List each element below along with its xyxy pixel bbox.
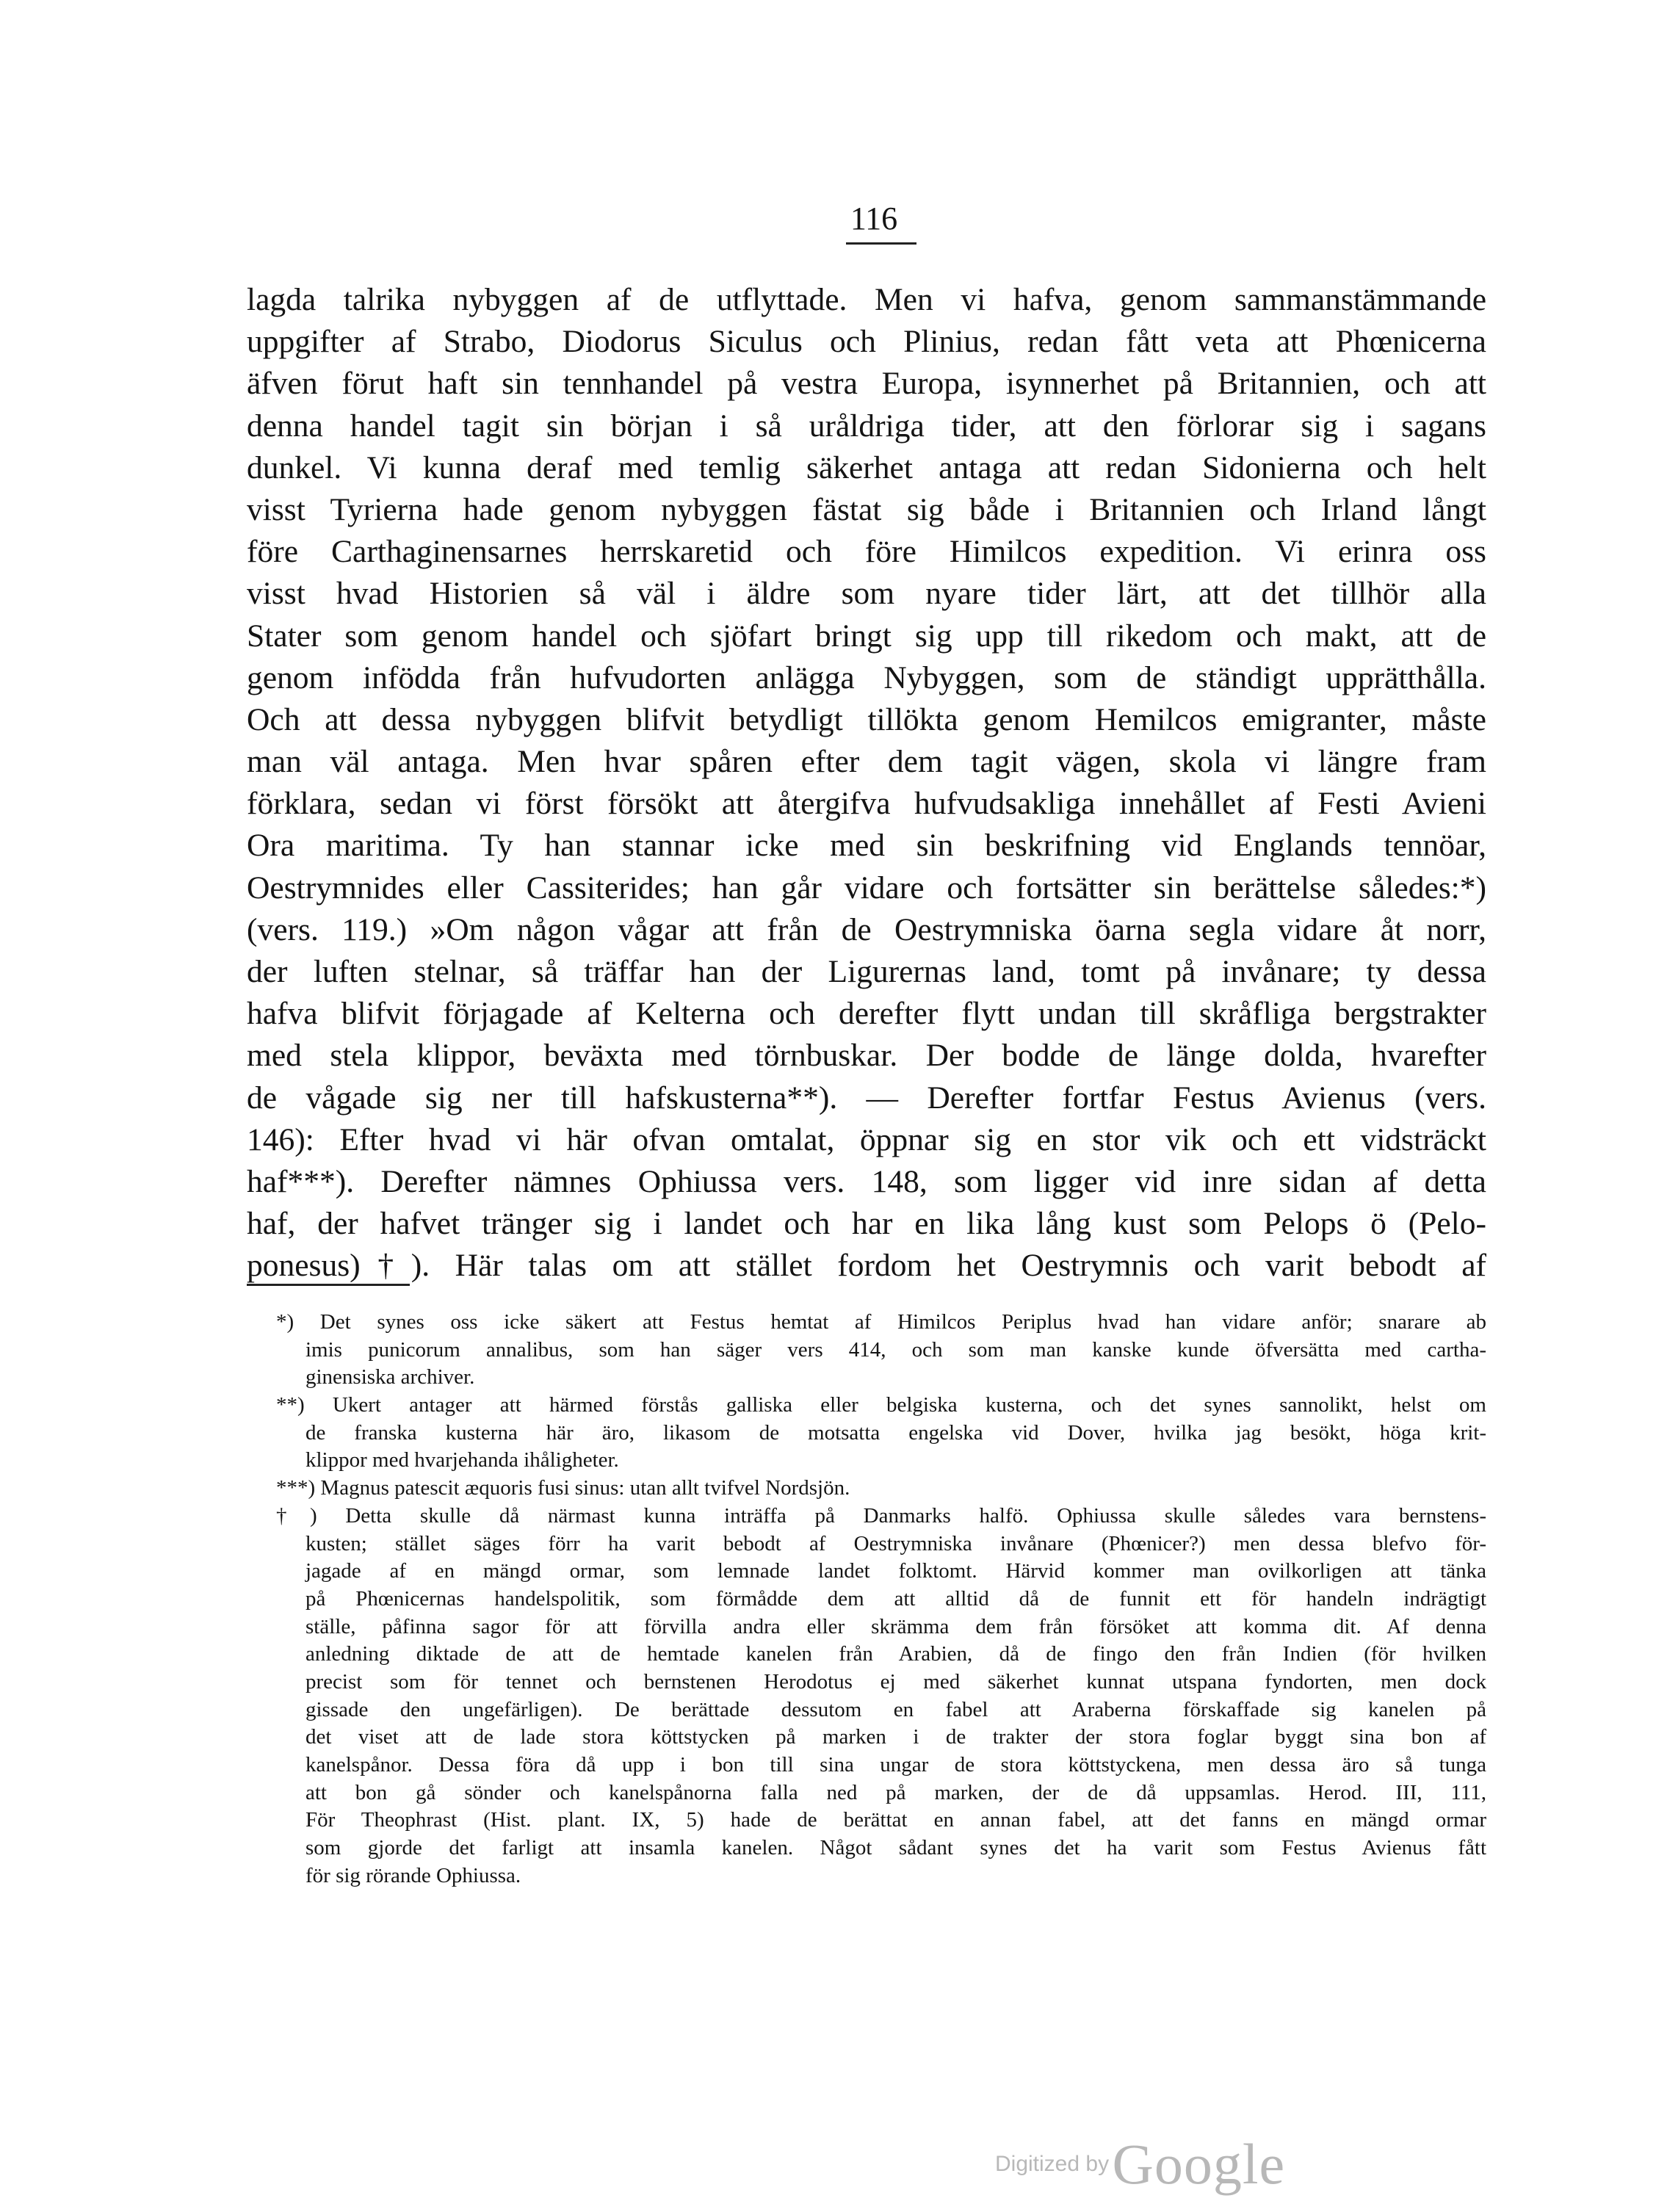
text-line: haf, der hafvet tränger sig i landet och har en lika lång kust som Pelops ö (Pelo- (247, 1206, 1486, 1242)
footnote-line: anledning diktade de att de hemtade kanelen från Arabien, då de fingo den från Indien (för hvilken (305, 1642, 1486, 1666)
text-line: ponesus)†). Här talas om att stället fordom het Oestrymnis och varit bebodt af (247, 1248, 1486, 1284)
text-line: de vågade sig ner till hafskusterna**). — Derefter fortfar Festus Avienus (vers. (247, 1080, 1486, 1116)
text-line: Ora maritima. Ty han stannar icke med sin beskrifning vid Englands tennöar, (247, 828, 1486, 864)
text-line: genom infödda från hufvudorten anlägga Nybyggen, som de ständigt upprätthålla. (247, 659, 1486, 695)
digitized-watermark (995, 2131, 1285, 2197)
footnote-line: de franska kusterna här äro, likasom de motsatta engelska vid Dover, hvilka jag besökt, höga krit- (305, 1420, 1486, 1445)
watermark-prefix: Digitized by (995, 2152, 1110, 2176)
footnote-line: jagade af en mängd ormar, som lemnade landet folktomt. Härvid kommer man ovilkorligen att tänka (305, 1559, 1486, 1583)
footnote-line: för sig rörande Ophiussa. (305, 1863, 521, 1887)
text-line: der luften stelnar, så träffar han der Ligurernas land, tomt på invånare; ty dessa (247, 954, 1486, 989)
text-line: Stater som genom handel och sjöfart bringt sig upp till rikedom och makt, att de (247, 618, 1486, 654)
page-number-rule (846, 242, 916, 245)
text-line: lagda talrika nybyggen af de utflyttade. Men vi hafva, genom sammanstämmande (247, 282, 1486, 317)
footnote-line: det viset att de lade stora köttstycken på marken i de trakter der stora foglar byggt sina bon af (305, 1725, 1486, 1749)
text-line: denna handel tagit sin början i så uråldriga tider, att den förlorar sig i sagans (247, 408, 1486, 444)
footnotes (247, 1309, 1486, 1890)
footnote-line: precist som för tennet och bernstenen Herodotus ej med säkerhet kunnat utspana fyndorten, men dock (305, 1669, 1486, 1694)
text-line: hafva blifvit förjagade af Kelterna och derefter flytt undan till skråfliga bergstrakter (247, 996, 1486, 1032)
text-line: förklara, sedan vi först försökt att återgifva hufvudsakliga innehållet af Festi Avieni (247, 786, 1486, 822)
text-line: haf***). Derefter nämnes Ophiussa vers. 148, som ligger vid inre sidan af detta (247, 1163, 1486, 1199)
footnote-line: imis punicorum annalibus, som han säger vers 414, och som man kanske kunde öfversätta med cartha- (305, 1337, 1486, 1362)
footnote-rule (247, 1284, 410, 1286)
footnote-line: För Theophrast (Hist. plant. IX, 5) hade de berättat en annan fabel, att det fanns en mängd ormar (305, 1808, 1486, 1832)
text-line: (vers. 119.) »Om någon vågar att från de Oestrymniska öarna segla vidare åt norr, (247, 911, 1486, 947)
footnote-line: kanelspånor. Dessa föra då upp i bon till sina ungar de stora köttstyckena, men dessa äro så tunga (305, 1753, 1486, 1777)
footnote-line: **) Ukert antager att härmed förstås galliska eller belgiska kusterna, och det synes sannolikt, helst om (276, 1393, 1486, 1417)
text-line: visst Tyrierna hade genom nybyggen fästat sig både i Britannien och Irland långt (247, 491, 1486, 527)
footnote-line: gissade den ungefärligen). De berättade dessutom en fabel att Araberna förskaffade sig kanelen på (305, 1697, 1486, 1721)
page-number: 116 (850, 200, 898, 236)
footnote-line: ***) Magnus patescit æquoris fusi sinus: utan allt tvifvel Nordsjön. (276, 1476, 850, 1500)
footnote-line: *) Det synes oss icke säkert att Festus hemtat af Himilcos Periplus hvad han vidare anför; snarare ab (276, 1310, 1486, 1334)
footnote-line: ställe, påfinna sagor för att förvilla andra eller skrämma dem från försöket att komma dit. Af denna (305, 1614, 1486, 1638)
text-line: visst hvad Historien så väl i äldre som nyare tider lärt, att det tillhör alla (247, 576, 1486, 612)
text-line: Oestrymnides eller Cassiterides; han går vidare och fortsätter sin berättelse således:*) (247, 870, 1486, 906)
text-line: med stela klippor, beväxta med törnbuskar. Der bodde de länge dolda, hvarefter (247, 1038, 1486, 1074)
footnote-line: †) Detta skulle då närmast kunna inträffa på Danmarks halfö. Ophiussa skulle således vara bernstens- (276, 1503, 1486, 1528)
text-line: äfven förut haft sin tennhandel på vestra Europa, isynnerhet på Britannien, och att (247, 366, 1486, 402)
footnote-line: att bon gå sönder och kanelspånorna falla ned på marken, der de då uppsamlas. Herod. III, 111, (305, 1780, 1486, 1804)
footnote-line: som gjorde det farligt att insamla kanelen. Något sådant synes det ha varit som Festus Avienus fått (305, 1836, 1486, 1860)
text-line: 146): Efter hvad vi här ofvan omtalat, öppnar sig en stor vik och ett vidsträckt (247, 1121, 1486, 1157)
footnote-line: klippor med hvarjehanda ihåligheter. (305, 1448, 619, 1472)
text-line: uppgifter af Strabo, Diodorus Siculus och Plinius, redan fått veta att Phœnicerna (247, 324, 1486, 360)
main-text (247, 279, 1486, 1287)
footnote-line: på Phœnicernas handelspolitik, som förmådde dem att alltid då de funnit ett för handeln indrägtigt (305, 1586, 1486, 1611)
footnote-line: kusten; stället säges förr ha varit bebodt af Oestrymniska invånare (Phœnicer?) men dessa blefvo för- (305, 1531, 1486, 1555)
text-line: före Carthaginensarnes herrskaretid och före Himilcos expedition. Vi erinra oss (247, 534, 1486, 570)
text-line: Och att dessa nybyggen blifvit betydligt tillökta genom Hemilcos emigranter, måste (247, 701, 1486, 737)
footnote-line: ginensiska archiver. (305, 1365, 475, 1389)
text-line: dunkel. Vi kunna deraf med temlig säkerhet antaga att redan Sidonierna och helt (247, 449, 1486, 485)
text-line: man väl antaga. Men hvar spåren efter dem tagit vägen, skola vi längre fram (247, 744, 1486, 780)
google-logo: Google (1112, 2132, 1286, 2196)
